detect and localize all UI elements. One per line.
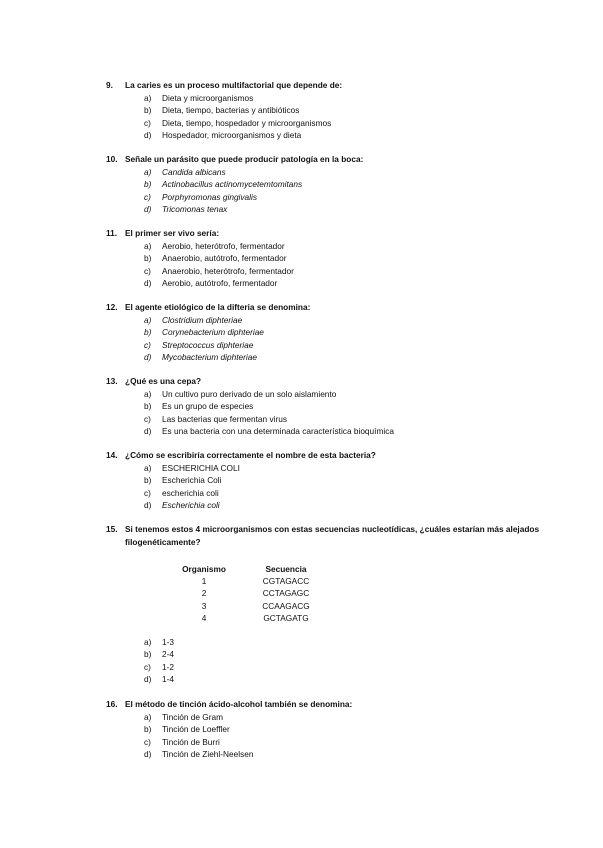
option-text: Actinobacillus actinomycetemtomitans (162, 179, 303, 190)
option-letter: b) (144, 253, 152, 264)
option-d (144, 499, 546, 511)
option-letter: c) (144, 487, 151, 498)
question-9 (106, 79, 546, 142)
sequence-cell: GCTAGATG (263, 613, 309, 624)
question-number: 10. (106, 154, 118, 164)
question-number: 13. (106, 376, 118, 386)
option-text: Anaerobio, heterótrofo, fermentador (162, 265, 294, 276)
question-header (106, 301, 546, 313)
option-c (144, 339, 546, 351)
option-c (144, 191, 546, 203)
option-letter: a) (144, 712, 152, 722)
question-header (106, 523, 546, 549)
question-text: El agente etiológico de la difteria se denomina: (125, 302, 311, 312)
option-letter: b) (144, 105, 152, 116)
option-a (144, 92, 546, 104)
option-c (144, 265, 546, 277)
option-text: 1-2 (162, 661, 174, 672)
option-text: Mycobacterium diphteriae (162, 352, 257, 363)
option-text: Es un grupo de especies (162, 401, 254, 412)
option-letter: d) (144, 674, 152, 685)
table-row (170, 600, 314, 612)
option-d (144, 673, 174, 685)
option-a (144, 388, 546, 400)
column-header-organismo: Organismo (182, 564, 226, 574)
question-15 (106, 523, 546, 549)
option-text: Aerobio, heterótrofo, fermentador (162, 241, 285, 251)
option-letter: d) (144, 204, 152, 215)
organism-cell: 2 (201, 588, 207, 599)
question-text: ¿Cómo se escribiría correctamente el nombre de esta bacteria? (125, 450, 376, 460)
option-a (144, 636, 174, 648)
option-a (144, 166, 546, 178)
question-text: Señale un parásito que puede producir patología en la boca: (125, 154, 364, 164)
option-b (144, 252, 546, 264)
option-text: Anaerobio, autótrofo, fermentador (162, 253, 287, 264)
option-c (144, 736, 546, 748)
option-b (144, 648, 174, 660)
option-letter: a) (144, 167, 152, 177)
option-text: 1-4 (162, 674, 174, 685)
options-list (106, 240, 546, 290)
option-b (144, 474, 546, 486)
option-text: Tricomonas tenax (162, 204, 228, 215)
option-a (144, 314, 546, 326)
organism-cell: 4 (201, 613, 207, 624)
table-row (170, 587, 314, 599)
option-text: 1-3 (162, 637, 174, 647)
option-letter: c) (144, 736, 151, 747)
option-text: ESCHERICHIA COLI (162, 463, 240, 473)
table-row (170, 612, 314, 624)
option-text: Tinción de Loeffler (162, 724, 230, 735)
question-12 (106, 301, 546, 364)
question-11 (106, 227, 546, 290)
option-letter: a) (144, 463, 152, 473)
option-letter: b) (144, 327, 152, 338)
option-text: Escherichia Coli (162, 475, 222, 486)
option-letter: a) (144, 315, 152, 325)
table-header-row (170, 563, 314, 575)
option-letter: b) (144, 179, 152, 190)
option-d (144, 277, 546, 289)
option-text: Dieta, tiempo, hospedador y microorganismos (162, 117, 332, 128)
option-letter: c) (144, 191, 151, 202)
options-list (106, 462, 546, 512)
question-header (106, 153, 546, 165)
question-16 (106, 698, 546, 761)
question-text: ¿Qué es una cepa? (125, 376, 202, 386)
option-letter: b) (144, 401, 152, 412)
option-b (144, 178, 546, 190)
question-header (106, 449, 546, 461)
option-letter: a) (144, 389, 152, 399)
sequence-cell: CCTAGAGC (262, 588, 310, 599)
question-text: Si tenemos estos 4 microorganismos con estas secuencias nucleotídicas, ¿cuáles estarían más alejados filogenéticamente? (125, 524, 540, 547)
option-letter: c) (144, 117, 151, 128)
question-number: 16. (106, 699, 118, 709)
option-letter: d) (144, 278, 152, 289)
option-text: Streptococcus diphteriae (162, 339, 254, 350)
question-header (106, 79, 546, 91)
options-list (106, 711, 546, 761)
option-text: Dieta, tiempo, bacterias y antibióticos (162, 105, 300, 116)
option-text: Candida albicans (162, 167, 226, 177)
option-c (144, 117, 546, 129)
option-text: escherichia coli (162, 487, 219, 498)
option-d (144, 748, 546, 760)
option-c (144, 487, 546, 499)
option-text: Corynebacterium diphteriae (162, 327, 264, 338)
option-letter: c) (144, 413, 151, 424)
option-letter: d) (144, 500, 152, 511)
option-text: Tinción de Gram (162, 712, 224, 722)
option-d (144, 351, 546, 363)
option-d (144, 129, 546, 141)
option-letter: d) (144, 130, 152, 141)
option-letter: c) (144, 265, 151, 276)
question-10 (106, 153, 546, 216)
question-number: 15. (106, 524, 118, 534)
option-text: Porphyromonas gingivalis (162, 191, 258, 202)
option-letter: c) (144, 339, 151, 350)
option-b (144, 400, 546, 412)
option-b (144, 326, 546, 338)
option-text: 2-4 (162, 649, 174, 660)
question-number: 11. (106, 228, 118, 238)
option-b (144, 723, 546, 735)
option-d (144, 203, 546, 215)
option-text: Las bacterias que fermentan virus (162, 413, 287, 424)
option-letter: c) (144, 661, 151, 672)
option-text: Escherichia coli (162, 500, 220, 511)
option-a (144, 240, 546, 252)
option-text: Tinción de Burri (162, 736, 220, 747)
option-d (144, 425, 546, 437)
question-text: El primer ser vivo sería: (125, 228, 220, 238)
option-text: Un cultivo puro derivado de un solo aislamiento (162, 389, 337, 399)
question-number: 12. (106, 302, 118, 312)
options-list (106, 314, 546, 364)
option-letter: d) (144, 426, 152, 437)
option-text: Clostridium diphteriae (162, 315, 243, 325)
sequence-table (170, 563, 314, 624)
option-letter: a) (144, 637, 152, 647)
question-13 (106, 375, 546, 438)
question-text: El método de tinción ácido-alcohol también se denomina: (125, 699, 353, 709)
sequence-cell: CCAAGACG (262, 600, 310, 611)
option-text: Aerobio, autótrofo, fermentador (162, 278, 278, 289)
organism-cell: 3 (201, 600, 207, 611)
option-c (144, 661, 174, 673)
question-header (106, 227, 546, 239)
option-letter: b) (144, 649, 152, 660)
option-letter: d) (144, 749, 152, 760)
question-number: 9. (106, 80, 113, 90)
question-text: La caries es un proceso multifactorial que depende de: (125, 80, 343, 90)
question-14 (106, 449, 546, 512)
options-list (106, 92, 546, 142)
option-text: Dieta y microorganismos (162, 93, 254, 103)
question-15-options (144, 636, 174, 686)
option-letter: d) (144, 352, 152, 363)
options-list (106, 166, 546, 216)
question-number: 14. (106, 450, 118, 460)
option-text: Tinción de Ziehl-Neelsen (162, 749, 254, 760)
option-c (144, 413, 546, 425)
question-header (106, 698, 546, 710)
option-letter: b) (144, 475, 152, 486)
option-b (144, 104, 546, 116)
option-a (144, 711, 546, 723)
question-header (106, 375, 546, 387)
option-letter: a) (144, 93, 152, 103)
option-letter: a) (144, 241, 152, 251)
organism-cell: 1 (201, 576, 207, 587)
column-header-secuencia: Secuencia (265, 564, 307, 574)
option-letter: b) (144, 724, 152, 735)
option-text: Hospedador, microorganismos y dieta (162, 130, 302, 141)
sequence-cell: CGTAGACC (262, 576, 310, 587)
option-text: Es una bacteria con una determinada característica bioquímica (162, 426, 394, 437)
option-a (144, 462, 546, 474)
table-row (170, 575, 314, 587)
options-list (106, 388, 546, 438)
